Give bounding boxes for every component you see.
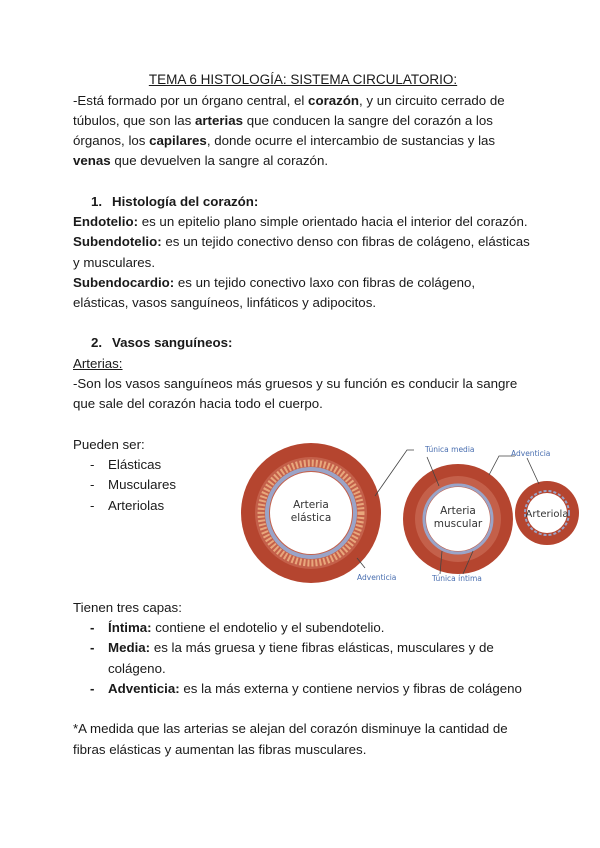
subendotelio-definition [73,232,533,273]
intro-paragraph [73,91,533,172]
type-arteriolas: Arteriolas [108,497,165,513]
subendotelio-text: es un tejido conectivo denso con fibras de colágeno, elásticas y musculares. [73,234,530,270]
muscular-artery-label-1: Arteria [440,505,476,517]
muscular-artery-drawing [403,464,513,574]
capa-media-label: Media: [108,640,151,656]
dash-bullet: - [90,681,95,697]
note-paragraph: *A medida que las arterias se alejan del corazón disminuye la cantidad de fibras elásticas y aumentan las fibras musculares. [73,721,508,757]
dash-bullet: - [90,620,95,636]
subendotelio-label: Subendotelio: [73,234,162,250]
capa-adventicia-text: es la más externa y contiene nervios y fibras de colágeno [179,681,522,697]
section-2-number: 2. [91,335,103,351]
intro-text-3: que conducen la sangre del corazón a los órganos, los [73,112,493,149]
dash-bullet: - [90,640,95,656]
artery-diagram [227,440,587,586]
list-item [73,475,223,495]
elastic-artery-label-2: elástica [290,512,332,524]
subendocardio-definition [73,273,533,314]
arteriole-label: Arteriola [525,509,569,520]
intro-text-4: , donde ocurre el intercambio de sustancias y las [206,133,496,149]
section-2-heading [91,333,533,353]
document-page [73,70,533,760]
dash-bullet: - [90,456,95,472]
adventicia-bottom-label: Adventicia [357,573,397,582]
intro-text-2: , y un circuito cerrado de túbulos, que son las [73,92,505,128]
tunica-media-callout-1 [375,450,414,496]
list-item [73,455,223,475]
list-item [73,679,533,699]
muscular-artery-label-2: muscular [433,518,483,530]
section-2-title: Vasos sanguíneos: [112,335,233,351]
capas-list [73,618,533,699]
type-musculares: Musculares [108,477,176,493]
tunica-intima-label: Túnica íntima [432,574,482,583]
arterias-subheading: Arterias: [73,355,123,371]
pueden-ser-label: Pueden ser: [73,436,145,452]
capa-intima-label: Íntima: [108,620,152,636]
section-1-heading [91,192,533,212]
intro-bold-corazon: corazón [308,92,360,108]
artery-types-list [73,455,223,516]
capa-intima-text: contiene el endotelio y el subendotelio. [151,620,385,636]
list-item [73,638,533,679]
adventicia-callout-2 [527,458,539,484]
dash-bullet: - [90,477,95,493]
capas-intro: Tienen tres capas: [73,599,182,615]
intro-text-5: que devuelven la sangre al corazón. [110,153,329,169]
capa-adventicia-label: Adventicia: [108,681,180,697]
artery-types-block [73,435,223,516]
intro-text-1: -Está formado por un órgano central, el [73,92,309,108]
dash-bullet: - [90,497,95,513]
tunica-media-label: Túnica media [425,445,475,454]
intro-bold-arterias: arterias [194,112,244,128]
intro-bold-capilares: capilares [149,133,207,149]
endotelio-label: Endotelio: [73,213,138,229]
list-item [73,496,223,516]
section-1-title: Histología del corazón: [112,193,259,209]
section-1-number: 1. [91,193,103,209]
type-elasticas: Elásticas [108,456,162,472]
intro-bold-venas: venas [73,153,111,169]
page-title: TEMA 6 HISTOLOGÍA: SISTEMA CIRCULATORIO: [148,72,458,87]
endotelio-definition [73,212,533,232]
subendocardio-text: es un tejido conectivo laxo con fibras de colágeno, elásticas, vasos sanguíneos, linfáticos y adipocitos. [73,274,476,311]
endotelio-text: es un epitelio plano simple orientado hacia el interior del corazón. [138,213,528,229]
elastic-artery-label-1: Arteria [293,499,329,511]
adventicia-callout-1 [489,456,515,475]
adventicia-top-label: Adventicia [511,449,551,458]
artery-diagram-svg [227,440,587,586]
arteriole-drawing [515,481,579,545]
list-item [73,618,533,638]
subendocardio-label: Subendocardio: [73,274,175,290]
capa-media-text: es la más gruesa y tiene fibras elásticas, musculares y de colágeno. [108,640,494,676]
arterias-paragraph: -Son los vasos sanguíneos más gruesos y su función es conducir la sangre que sale del corazón hacia todo el cuerpo. [73,376,518,412]
